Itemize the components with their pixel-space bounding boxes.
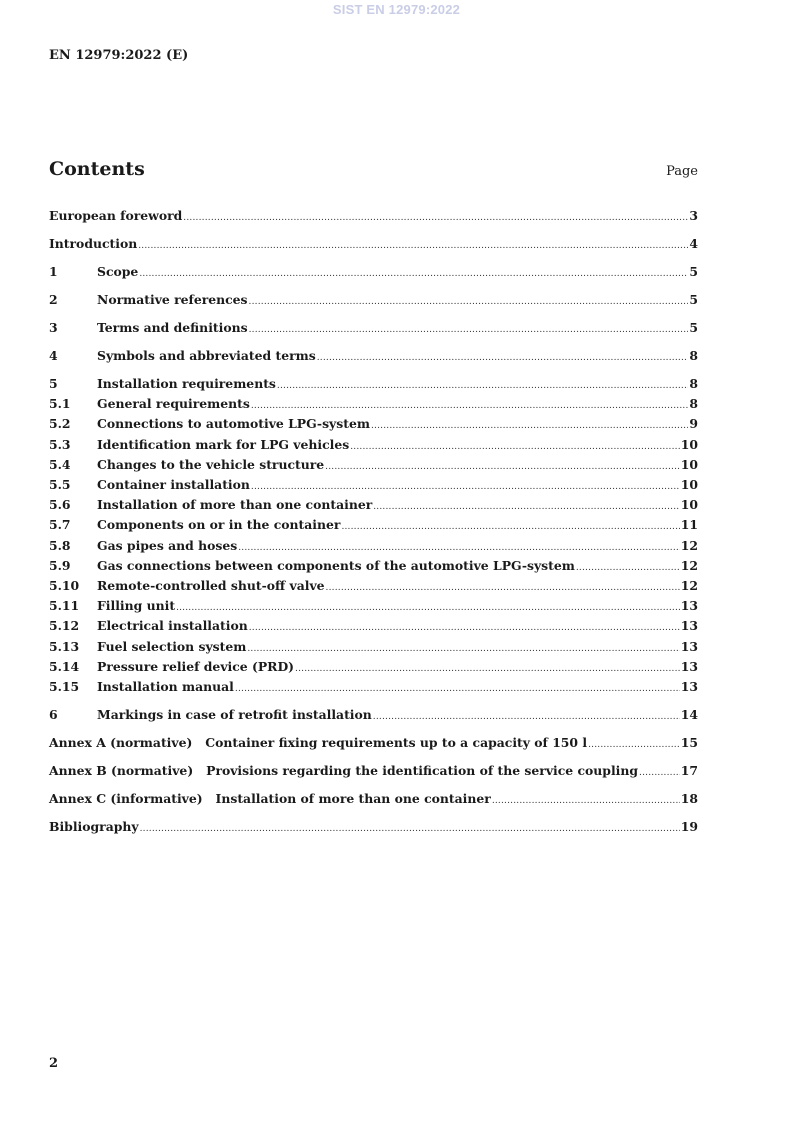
toc-leader-dots: [295, 661, 680, 678]
toc-leader-dots: [639, 765, 680, 782]
toc-entry-page: 12: [680, 557, 698, 573]
page-number: 2: [49, 1056, 59, 1071]
toc-entry-number: 2: [49, 292, 58, 307]
toc-entry[interactable]: [49, 537, 698, 557]
toc-entry-number: 3: [49, 320, 58, 335]
toc-entry[interactable]: [49, 456, 698, 476]
toc-entry[interactable]: [49, 617, 698, 637]
toc-entry-number: 5.14: [49, 658, 80, 674]
toc-entry[interactable]: [49, 436, 698, 456]
toc-entry[interactable]: [49, 734, 698, 754]
toc-entry-page: 10: [680, 436, 698, 452]
toc-leader-dots: [138, 238, 688, 255]
toc-entry-page: 5: [689, 292, 698, 307]
contents-heading: Contents: [49, 158, 145, 180]
toc-entry[interactable]: [49, 291, 698, 311]
toc-leader-dots: [373, 499, 680, 516]
toc-leader-dots: [247, 641, 679, 658]
toc-entry-title: Introduction: [49, 236, 138, 251]
toc-leader-dots: [341, 519, 679, 536]
toc-entry-number: 5.2: [49, 416, 71, 432]
toc-entry-page: 10: [680, 456, 698, 472]
toc-entry-page: 12: [680, 537, 698, 553]
toc-entry[interactable]: [49, 516, 698, 536]
toc-leader-dots: [371, 418, 688, 435]
toc-entry-page: 13: [680, 638, 698, 654]
toc-entry-title: Installation manual: [97, 679, 234, 695]
toc-leader-dots: [350, 439, 680, 456]
toc-entry[interactable]: [49, 496, 698, 516]
toc-leader-dots: [325, 459, 680, 476]
toc-leader-dots: [373, 709, 680, 726]
toc-entry-title: Connections to automotive LPG-system: [97, 416, 370, 432]
toc-entry-number: 5.5: [49, 477, 71, 493]
toc-entry-title: Filling unit: [97, 598, 176, 614]
toc-leader-dots: [249, 322, 689, 339]
toc-entry-title: Pressure relief device (PRD): [97, 658, 295, 674]
toc-entry-page: 18: [680, 791, 698, 807]
toc-leader-dots: [576, 560, 680, 577]
toc-entry[interactable]: [49, 818, 698, 838]
toc-entry-title: Normative references: [97, 292, 248, 307]
toc-entry-title: Bibliography: [49, 819, 139, 835]
toc-entry-title: Remote-controlled shut-off valve: [97, 578, 325, 594]
toc-entry-number: 5.4: [49, 456, 71, 472]
toc-entry-title: Annex A (normative) Container fixing requirements up to a capacity of 150 l: [49, 735, 588, 751]
toc-entry[interactable]: [49, 638, 698, 658]
toc-entry-number: 6: [49, 707, 58, 723]
toc-entry-title: Installation requirements: [97, 376, 276, 391]
toc-entry-title: Changes to the vehicle structure: [97, 456, 325, 472]
toc-entry-page: 12: [680, 578, 698, 594]
toc-entry[interactable]: [49, 577, 698, 597]
toc-entry-page: 13: [680, 658, 698, 674]
toc-entry-number: 5.12: [49, 618, 80, 634]
toc-entry-page: 8: [689, 348, 698, 363]
toc-leader-dots: [249, 294, 689, 311]
toc-entry-title: European foreword: [49, 208, 183, 223]
toc-entry-page: 13: [680, 618, 698, 634]
toc-entry[interactable]: [49, 235, 698, 255]
toc-leader-dots: [238, 540, 680, 557]
toc-entry-title: General requirements: [97, 396, 250, 412]
toc-entry-title: Gas pipes and hoses: [97, 537, 238, 553]
toc-leader-dots: [140, 821, 680, 838]
toc-entry-page: 4: [689, 236, 698, 251]
toc-entry-title: Electrical installation: [97, 618, 248, 634]
toc-entry[interactable]: [49, 263, 698, 283]
toc-entry-number: 5.8: [49, 537, 71, 553]
toc-leader-dots: [326, 580, 680, 597]
toc-leader-dots: [251, 479, 680, 496]
toc-entry-page: 15: [680, 735, 698, 751]
toc-entry-number: 5: [49, 376, 58, 391]
toc-entry[interactable]: [49, 375, 698, 395]
toc-entry-title: Components on or in the container: [97, 517, 341, 533]
toc-entry[interactable]: [49, 790, 698, 810]
toc-entry[interactable]: [49, 658, 698, 678]
toc-leader-dots: [588, 737, 680, 754]
toc-entry-page: 10: [680, 477, 698, 493]
toc-entry-number: 5.11: [49, 598, 80, 614]
toc-entry[interactable]: [49, 597, 698, 617]
toc-entry-title: Fuel selection system: [97, 638, 247, 654]
toc-entry-number: 5.13: [49, 638, 80, 654]
toc-entry-page: 14: [680, 707, 698, 723]
toc-entry-title: Scope: [97, 264, 139, 279]
toc-entry-title: Identification mark for LPG vehicles: [97, 436, 350, 452]
toc-leader-dots: [183, 210, 688, 227]
toc-entry-number: 5.10: [49, 578, 80, 594]
toc-entry-title: Gas connections between components of the automotive LPG-system: [97, 557, 575, 573]
toc-entry-number: 5.3: [49, 436, 71, 452]
toc-entry-title: Annex B (normative) Provisions regarding the identification of the service coupling: [49, 763, 639, 779]
toc-entry-title: Markings in case of retrofit installation: [97, 707, 372, 723]
toc-entry-number: 5.1: [49, 396, 71, 412]
toc-entry[interactable]: [49, 476, 698, 496]
toc-entry-number: 4: [49, 348, 58, 363]
toc-entry-number: 1: [49, 264, 58, 279]
toc-entry-page: 8: [689, 396, 698, 412]
toc-entry[interactable]: [49, 557, 698, 577]
toc-entry-page: 5: [689, 264, 698, 279]
toc-leader-dots: [251, 398, 689, 415]
page-column-label: Page: [666, 164, 698, 179]
toc-entry-title: Symbols and abbreviated terms: [97, 348, 316, 363]
watermark: SIST EN 12979:2022: [332, 2, 461, 17]
toc-entry[interactable]: [49, 319, 698, 339]
table-of-contents: [49, 207, 698, 838]
toc-leader-dots: [249, 620, 680, 637]
toc-entry-page: 13: [680, 679, 698, 695]
toc-entry-title: Installation of more than one container: [97, 497, 373, 513]
toc-entry[interactable]: [49, 415, 698, 435]
toc-leader-dots: [139, 266, 688, 283]
toc-entry[interactable]: [49, 207, 698, 227]
toc-entry-page: 17: [680, 763, 698, 779]
toc-entry-page: 8: [689, 376, 698, 391]
toc-entry[interactable]: [49, 347, 698, 367]
toc-leader-dots: [492, 793, 680, 810]
toc-entry-page: 3: [689, 208, 698, 223]
toc-entry-title: Terms and definitions: [97, 320, 248, 335]
toc-entry[interactable]: [49, 395, 698, 415]
toc-entry-page: 19: [680, 819, 698, 835]
document-identifier: EN 12979:2022 (E): [49, 48, 189, 63]
toc-leader-dots: [277, 378, 688, 395]
toc-leader-dots: [176, 600, 680, 617]
toc-entry-page: 9: [689, 416, 698, 432]
toc-entry-page: 11: [680, 517, 698, 533]
toc-entry-page: 10: [680, 497, 698, 513]
toc-entry[interactable]: [49, 762, 698, 782]
toc-entry-number: 5.6: [49, 497, 71, 513]
toc-entry-title: Annex C (informative) Installation of more than one container: [49, 791, 491, 807]
toc-entry-page: 13: [680, 598, 698, 614]
toc-entry-number: 5.15: [49, 679, 80, 695]
toc-entry-page: 5: [689, 320, 698, 335]
toc-entry-title: Container installation: [97, 477, 250, 493]
toc-leader-dots: [317, 350, 689, 367]
toc-leader-dots: [235, 681, 680, 698]
toc-entry[interactable]: [49, 678, 698, 698]
toc-entry[interactable]: [49, 706, 698, 726]
toc-entry-number: 5.7: [49, 517, 71, 533]
toc-entry-number: 5.9: [49, 557, 71, 573]
